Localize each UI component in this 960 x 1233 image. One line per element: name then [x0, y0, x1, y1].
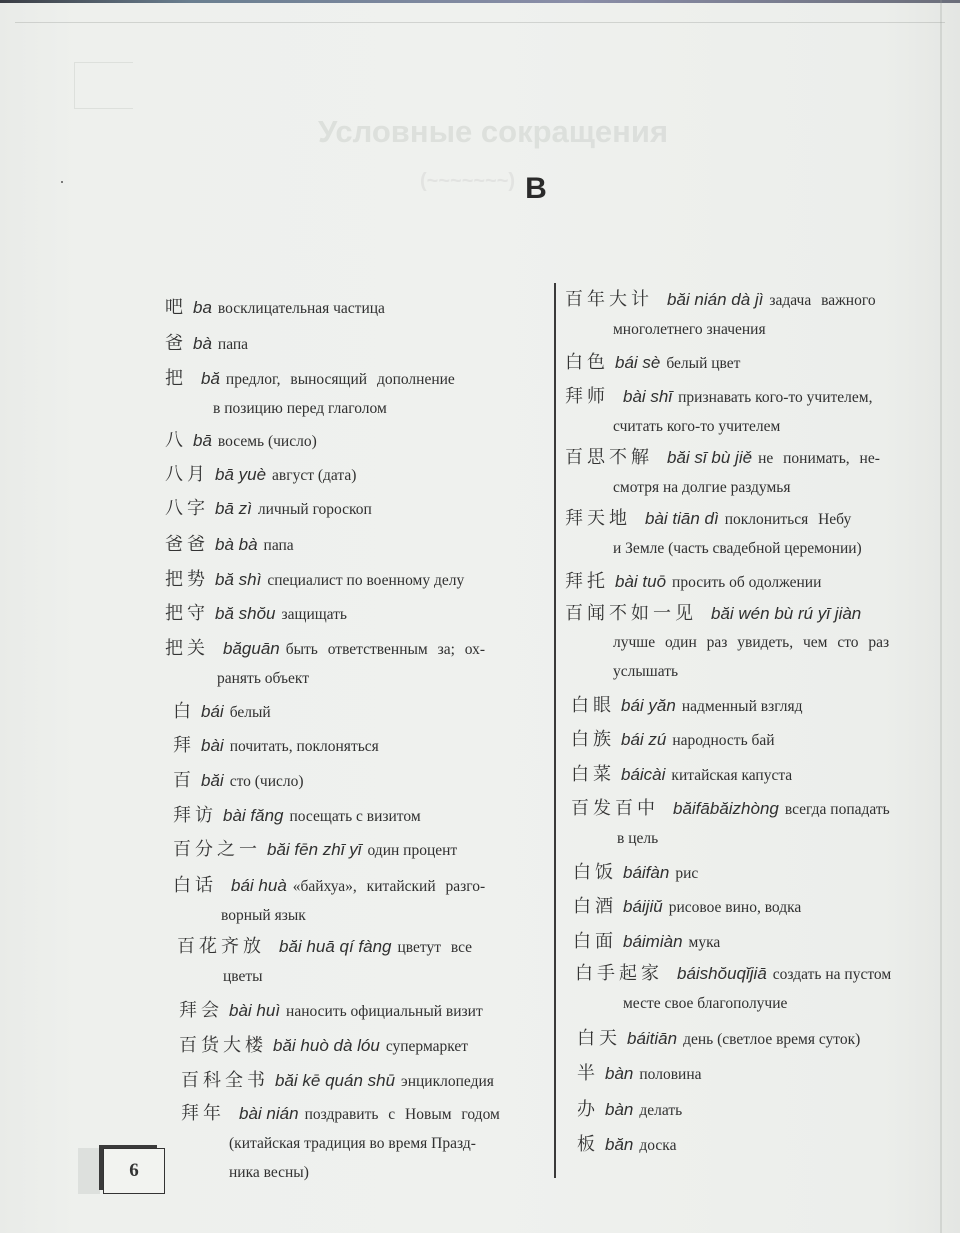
definition: папа: [263, 537, 294, 554]
definition-continuation: цветы: [223, 968, 263, 985]
pinyin: bái zú: [621, 730, 667, 749]
dictionary-entry: [565, 599, 915, 686]
dictionary-entry: [565, 504, 915, 563]
dictionary-entry: [165, 293, 525, 323]
definition: всегда попадать: [784, 801, 890, 818]
pinyin: bài huì: [229, 1001, 281, 1020]
pinyin: bà: [193, 334, 212, 353]
pinyin: bài shī: [623, 387, 673, 406]
dictionary-entry: [165, 565, 525, 595]
hanzi: 百: [173, 770, 195, 791]
definition-continuation: считать кого-то учителем: [613, 418, 781, 435]
definition: мука: [688, 934, 721, 951]
dictionary-entry: [565, 794, 915, 853]
definition: поздравить с Новым годом: [304, 1106, 500, 1123]
dictionary-entry: [565, 382, 915, 441]
definition: поклониться Небу: [724, 511, 852, 528]
dictionary-entry: [165, 329, 525, 359]
pinyin: bā: [193, 431, 212, 450]
definition-continuation: смотря на долгие раздумья: [613, 479, 791, 496]
dictionary-entry: [165, 460, 525, 490]
dictionary-entry: [565, 443, 915, 502]
dictionary-entry: [165, 1066, 525, 1096]
dictionary-entry: [165, 996, 525, 1026]
dictionary-entry: [165, 932, 525, 991]
hanzi: 拜会: [179, 1000, 223, 1021]
dictionary-entry: [565, 725, 915, 755]
hanzi: 八月: [165, 464, 209, 485]
dictionary-entry: [565, 959, 915, 1018]
dictionary-entry: [165, 731, 525, 761]
dictionary-entry: [165, 801, 525, 831]
hanzi: 拜: [173, 735, 195, 756]
hanzi: 办: [577, 1099, 599, 1120]
definition: надменный взгляд: [681, 698, 803, 715]
hanzi: 白色: [565, 352, 609, 373]
section-letter-heading: B: [525, 172, 547, 205]
hanzi: 把: [165, 368, 187, 389]
definition: посещать с визитом: [289, 808, 421, 825]
hanzi: 白话: [173, 875, 217, 896]
dictionary-entry: [165, 364, 525, 423]
pinyin: băi huā qí fàng: [279, 937, 392, 956]
column-divider: [554, 283, 556, 1178]
definition: «байхуа», китайский разго-: [292, 878, 486, 895]
dictionary-entry: [565, 1024, 915, 1054]
pinyin: băn: [605, 1135, 634, 1154]
definition: просить об одолжении: [672, 574, 822, 591]
pinyin: bā zì: [215, 499, 252, 518]
pinyin: báijiŭ: [623, 897, 663, 916]
dictionary-entry: [165, 426, 525, 456]
scan-top-edge: [0, 0, 960, 3]
definition: восклицательная частица: [217, 300, 385, 317]
dictionary-entry: [565, 892, 915, 922]
definition-continuation: ворный язык: [221, 907, 306, 924]
definition-continuation: услышать: [613, 663, 679, 680]
definition: энциклопедия: [401, 1073, 494, 1090]
pinyin: bă: [201, 369, 220, 388]
hanzi: 百思不解: [565, 447, 653, 468]
pinyin: băi nián dà jì: [667, 290, 764, 309]
dictionary-entry: [165, 494, 525, 524]
dictionary-entry: [165, 1099, 525, 1187]
definition: защищать: [281, 606, 347, 623]
pinyin: bái sè: [615, 353, 661, 372]
hanzi: 百年大计: [565, 289, 653, 310]
pinyin: băi fēn zhī yī: [267, 840, 362, 859]
pinyin: bái huà: [231, 876, 287, 895]
definition: белый: [229, 704, 271, 721]
definition: половина: [639, 1066, 702, 1083]
definition-continuation: в цель: [617, 830, 659, 847]
hanzi: 拜年: [181, 1103, 225, 1124]
definition-continuation: месте свое благополучие: [623, 995, 788, 1012]
dictionary-entry: [565, 348, 915, 378]
hanzi: 百发百中: [571, 798, 659, 819]
definition: специалист по военному делу: [267, 572, 465, 589]
pinyin: bài nián: [239, 1104, 299, 1123]
show-through-title: Условные сокращения: [318, 114, 669, 149]
hanzi: 爸爸: [165, 534, 209, 555]
dictionary-entry: [165, 599, 525, 629]
hanzi: 白手起家: [575, 963, 663, 984]
pinyin: băguān: [223, 639, 280, 658]
page-number-shadow-ghost: [78, 1148, 100, 1194]
definition: рисовое вино, водка: [668, 899, 802, 916]
definition: супермаркет: [385, 1038, 469, 1055]
definition-continuation: ранять объект: [217, 670, 310, 687]
pinyin: bài tuō: [615, 572, 667, 591]
definition-continuation: многолетнего значения: [613, 321, 766, 338]
definition-continuation: и Земле (часть свадебной церемонии): [613, 540, 862, 557]
dictionary-entry: [165, 835, 525, 865]
pinyin: băi wén bù rú yī jiàn: [711, 604, 862, 623]
hanzi: 百花齐放: [177, 936, 265, 957]
pinyin: ba: [193, 298, 212, 317]
hanzi: 半: [577, 1063, 599, 1084]
definition: один процент: [367, 842, 458, 859]
show-through-box: [74, 62, 133, 109]
definition: признавать кого-то учителем,: [678, 389, 873, 406]
pinyin: báimiàn: [623, 932, 683, 951]
hanzi: 白饭: [573, 862, 617, 883]
hanzi: 百货大楼: [179, 1035, 267, 1056]
hanzi: 八字: [165, 498, 209, 519]
hanzi: 八: [165, 430, 187, 451]
definition: народность бай: [672, 732, 775, 749]
definition: не понимать, не-: [758, 450, 880, 467]
scan-border-line: [15, 22, 945, 23]
dictionary-entry: [165, 1031, 525, 1061]
definition: восемь (число): [217, 433, 317, 450]
hanzi: 吧: [165, 297, 187, 318]
pinyin: báifàn: [623, 863, 670, 882]
hanzi: 拜托: [565, 571, 609, 592]
hanzi: 把势: [165, 569, 209, 590]
definition: белый цвет: [666, 355, 741, 372]
dictionary-entry: [565, 285, 915, 344]
definition: предлог, выносящий дополнение: [225, 371, 455, 388]
page-number: 6: [103, 1148, 165, 1194]
definition-continuation: лучше один раз увидеть, чем сто раз: [613, 634, 890, 651]
definition-continuation: в позицию перед глаголом: [213, 400, 387, 417]
hanzi: 白菜: [571, 764, 615, 785]
pinyin: băi sī bù jiě: [667, 448, 753, 467]
hanzi: 白族: [571, 729, 615, 750]
definition: папа: [217, 336, 249, 353]
dictionary-entry: [165, 871, 525, 930]
dictionary-entry: [165, 697, 525, 727]
definition: задача важного: [769, 292, 876, 309]
hanzi: 百分之一: [173, 839, 261, 860]
hanzi: 拜天地: [565, 508, 631, 529]
pinyin: băifābăizhòng: [673, 799, 779, 818]
dictionary-entry: [565, 927, 915, 957]
hanzi: 百科全书: [181, 1070, 269, 1091]
definition: цветут все: [397, 939, 473, 956]
pinyin: bài făng: [223, 806, 284, 825]
pinyin: bă shì: [215, 570, 262, 589]
pinyin: băi kē quán shū: [275, 1071, 396, 1090]
definition: делать: [639, 1102, 683, 1119]
definition: личный гороскоп: [257, 501, 372, 518]
pinyin: bàn: [605, 1064, 634, 1083]
pinyin: bàn: [605, 1100, 634, 1119]
definition-continuation: ника весны): [229, 1164, 309, 1181]
dictionary-entry: [565, 858, 915, 888]
pinyin: bái: [201, 702, 224, 721]
hanzi: 百闻不如一见: [565, 603, 697, 624]
definition-continuation: (китайская традиция во время Празд-: [229, 1135, 476, 1152]
definition: наносить официальный визит: [286, 1003, 483, 1020]
pinyin: báishŏuqĭjiā: [677, 964, 767, 983]
definition: рис: [675, 865, 699, 882]
definition: китайская капуста: [671, 767, 793, 784]
pinyin: báicài: [621, 765, 666, 784]
definition: создать на пустом: [772, 966, 892, 983]
dictionary-entry: [565, 760, 915, 790]
dictionary-entry: [565, 567, 915, 597]
definition: день (светлое время суток): [683, 1031, 861, 1048]
definition: почитать, поклоняться: [229, 738, 379, 755]
dictionary-entry: [165, 766, 525, 796]
hanzi: 白面: [573, 931, 617, 952]
dictionary-entry: [165, 530, 525, 560]
pinyin: băi huò dà lóu: [273, 1036, 380, 1055]
hanzi: 把守: [165, 603, 209, 624]
show-through-subtitle: (~~~~~~~): [420, 170, 516, 192]
pinyin: băi: [201, 771, 224, 790]
hanzi: 爸: [165, 333, 187, 354]
dictionary-entry: [565, 1059, 915, 1089]
hanzi: 把关: [165, 638, 209, 659]
hanzi: 板: [577, 1134, 599, 1155]
dictionary-entry: [565, 1130, 915, 1160]
definition: август (дата): [272, 467, 357, 484]
pinyin: bă shŏu: [215, 604, 276, 623]
pinyin: bài: [201, 736, 224, 755]
dictionary-entry: [165, 634, 525, 693]
hanzi: 白天: [577, 1028, 621, 1049]
pinyin: bái yăn: [621, 696, 676, 715]
hanzi: 拜师: [565, 386, 609, 407]
hanzi: 拜访: [173, 805, 217, 826]
definition: быть ответственным за; ох-: [285, 641, 486, 658]
pinyin: báitiān: [627, 1029, 678, 1048]
pinyin: bā yuè: [215, 465, 267, 484]
pinyin: bài tiān dì: [645, 509, 719, 528]
definition: сто (число): [229, 773, 304, 790]
hanzi: 白: [173, 701, 195, 722]
dictionary-entry: [565, 1095, 915, 1125]
definition: доска: [639, 1137, 677, 1154]
pinyin: bà bà: [215, 535, 258, 554]
dictionary-entry: [565, 691, 915, 721]
hanzi: 白眼: [571, 695, 615, 716]
hanzi: 白酒: [573, 896, 617, 917]
